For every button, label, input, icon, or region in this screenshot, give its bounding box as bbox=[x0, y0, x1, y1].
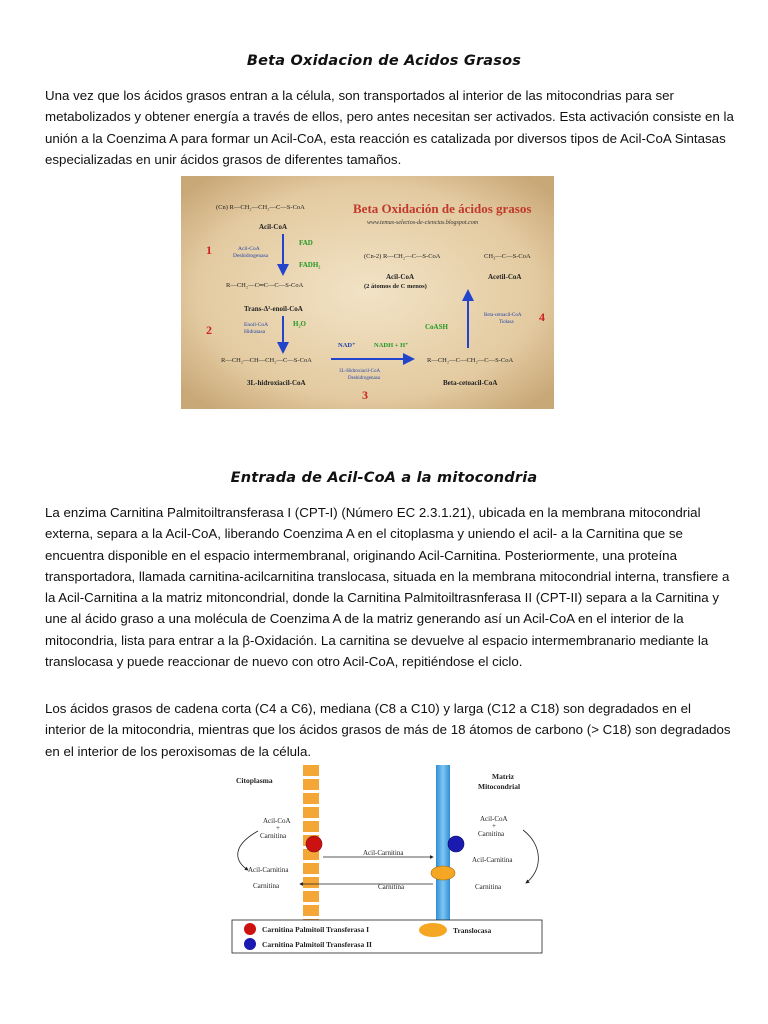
nad-label: NAD⁺ bbox=[338, 342, 356, 349]
step-2-enzyme: Enoil-CoA bbox=[244, 322, 269, 328]
paragraph-activation: Una vez que los ácidos grasos entran a la célula, son transportados al interior de las mitocondrias para ser metabolizados y obtener energía a través de ellos, pero antes necesitan ser activados. Esta activación consiste en la unión a la Coenzima A para formar un Acil-CoA, esta reacción es catalizada por diversos tipos de Acil-CoA Sintasas especializadas en unir ácidos grasos de diferentes tamaños. bbox=[45, 88, 734, 167]
translocase-enzyme bbox=[431, 866, 455, 880]
right-plus: + bbox=[492, 822, 496, 830]
acetyl-coa-label: Acetil-CoA bbox=[488, 273, 522, 281]
legend-cpt2-label: Carnitina Palmitoil Transferasa II bbox=[262, 940, 372, 949]
ketoacyl-label: Beta-cetoacil-CoA bbox=[443, 379, 498, 387]
step-2-number: 2 bbox=[206, 323, 212, 337]
acetyl-coa-formula: CH₃—C—S-CoA bbox=[484, 253, 531, 260]
coash-label: CoASH bbox=[425, 323, 448, 331]
step-1-enzyme-sub: Deshidrogenasa bbox=[233, 253, 269, 259]
mid-carnitine: Carnitina bbox=[378, 883, 405, 891]
hydroxyacyl-formula: R—CH₂—CH—CH₂—C—S-CoA bbox=[221, 357, 312, 364]
left-acyl-carnitine: Acil-Carnitina bbox=[248, 866, 289, 874]
right-acyl-carnitine: Acil-Carnitina bbox=[472, 856, 513, 864]
figure-title: Beta Oxidación de ácidos grasos bbox=[353, 201, 532, 216]
legend-cpt2-swatch bbox=[244, 938, 256, 950]
step-3-enzyme-sub: Deshidrogenasa bbox=[348, 376, 380, 381]
legend-cpt1-label: Carnitina Palmitoil Transferasa I bbox=[262, 925, 370, 934]
step-4-number: 4 bbox=[539, 310, 545, 324]
cpt2-enzyme bbox=[448, 836, 464, 852]
paragraph-chain-length: Los ácidos grasos de cadena corta (C4 a C6), mediana (C8 a C10) y larga (C12 a C18) son degradados en el interior de la mitocondria, mientras que los ácidos grasos de más de 18 átomos de carbono (> C18) son degradados en el interior de los peroxisomas de la célula. bbox=[45, 701, 731, 759]
water-label: H₂O bbox=[293, 320, 306, 328]
left-curve-arrow bbox=[238, 831, 258, 870]
beta-oxidation-figure bbox=[181, 176, 554, 409]
step-3-number: 3 bbox=[362, 388, 368, 402]
cpt1-enzyme bbox=[306, 836, 322, 852]
step-4-enzyme: Beta-cetoacil-CoA bbox=[484, 313, 522, 318]
matrix-label: Matriz bbox=[492, 772, 515, 781]
fadh2-label: FADH₂ bbox=[299, 261, 321, 269]
paragraph-carnitine-shuttle: La enzima Carnitina Palmitoiltransferasa I (CPT-I) (Número EC 2.3.1.21), ubicada en la membrana mitocondrial externa, separa a la Acil-CoA, liberando Coenzima A en el citoplasma y uniendo el acil- a la Carnitina que se encuentra disponible en el espacio intermembranal, originando Acil-Carnitina. Posteriormente, una proteína transportadora, llamada carnitina-acilcarnitina translocasa, situada en la membrana mitocondrial interna, transfiere a la Acil-Carnitina a la matriz mitoncondrial, donde la Carnitina Palmitoiltrasnferasa II (CPT-II) separa a la Carnitina y une al ácido graso a una molécula de Coenzima A de la matriz generando así un Acil-CoA en el interior de la mitocondria, lista para entrar a la β-Oxidación. La carnitina se devuelve al espacio intermembranario mediante la translocasa y puede reaccionar de nuevo con otro Acil-CoA, repitiéndose el ciclo. bbox=[45, 505, 730, 670]
nadh-label: NADH + H⁺ bbox=[374, 342, 409, 349]
trans-enoyl-label: Trans-Δ²-enoil-CoA bbox=[244, 305, 303, 313]
step-1-enzyme: Acil-CoA bbox=[238, 246, 260, 252]
ketoacyl-formula: R—CH₂—C—CH₂—C—S-CoA bbox=[427, 357, 514, 364]
figure-url: www.temas-selectos-de-ciencias.blogspot.com bbox=[367, 220, 479, 226]
short-acyl-formula: (Cn-2) R—CH₂—C—S-CoA bbox=[364, 253, 441, 260]
beta-oxidation-diagram bbox=[181, 176, 554, 409]
cytoplasm-label: Citoplasma bbox=[236, 776, 273, 785]
right-acyl-coa: Acil-CoA bbox=[480, 815, 508, 823]
carnitine-shuttle-figure bbox=[228, 765, 546, 957]
step-2-enzyme-sub: Hidratasa bbox=[244, 329, 266, 335]
legend-translocase-label: Translocasa bbox=[453, 926, 492, 935]
matrix-label-sub: Mitocondrial bbox=[478, 782, 521, 791]
hydroxyacyl-label: 3L-hidroxiacil-CoA bbox=[247, 379, 306, 387]
short-acyl-sub: (2 átomos de C menos) bbox=[364, 283, 427, 290]
left-plus: + bbox=[276, 824, 280, 832]
right-carnitine-2: Carnitina bbox=[475, 883, 502, 891]
section-title-beta-oxidation: Beta Oxidacion de Acidos Grasos bbox=[246, 53, 522, 69]
legend-translocase-swatch bbox=[419, 923, 447, 937]
legend-cpt1-swatch bbox=[244, 923, 256, 935]
mid-acyl-carnitine: Acil-Carnitina bbox=[363, 849, 404, 857]
right-curve-arrow bbox=[523, 830, 538, 883]
left-acyl-coa: Acil-CoA bbox=[263, 817, 291, 825]
section-title-acyl-coa-entry: Entrada de Acil-CoA a la mitocondria bbox=[230, 470, 538, 486]
trans-enoyl-formula: R—CH₂—C═C—C—S-CoA bbox=[226, 282, 304, 289]
step-4-enzyme-sub: Tiolasa bbox=[499, 320, 514, 325]
right-carnitine: Carnitina bbox=[478, 830, 505, 838]
step-1-number: 1 bbox=[206, 243, 212, 257]
acyl-coa-label: Acil-CoA bbox=[259, 223, 287, 231]
step-3-enzyme: 3L-Hidroxiacil-CoA bbox=[339, 369, 381, 374]
short-acyl-label: Acil-CoA bbox=[386, 273, 414, 281]
acyl-coa-formula: (Cn) R—CH₂—CH₂—C—S-CoA bbox=[216, 204, 305, 211]
carnitine-shuttle-diagram bbox=[228, 765, 546, 957]
left-carnitine-2: Carnitina bbox=[253, 882, 280, 890]
left-carnitine: Carnitina bbox=[260, 832, 287, 840]
fad-label: FAD bbox=[299, 239, 313, 247]
